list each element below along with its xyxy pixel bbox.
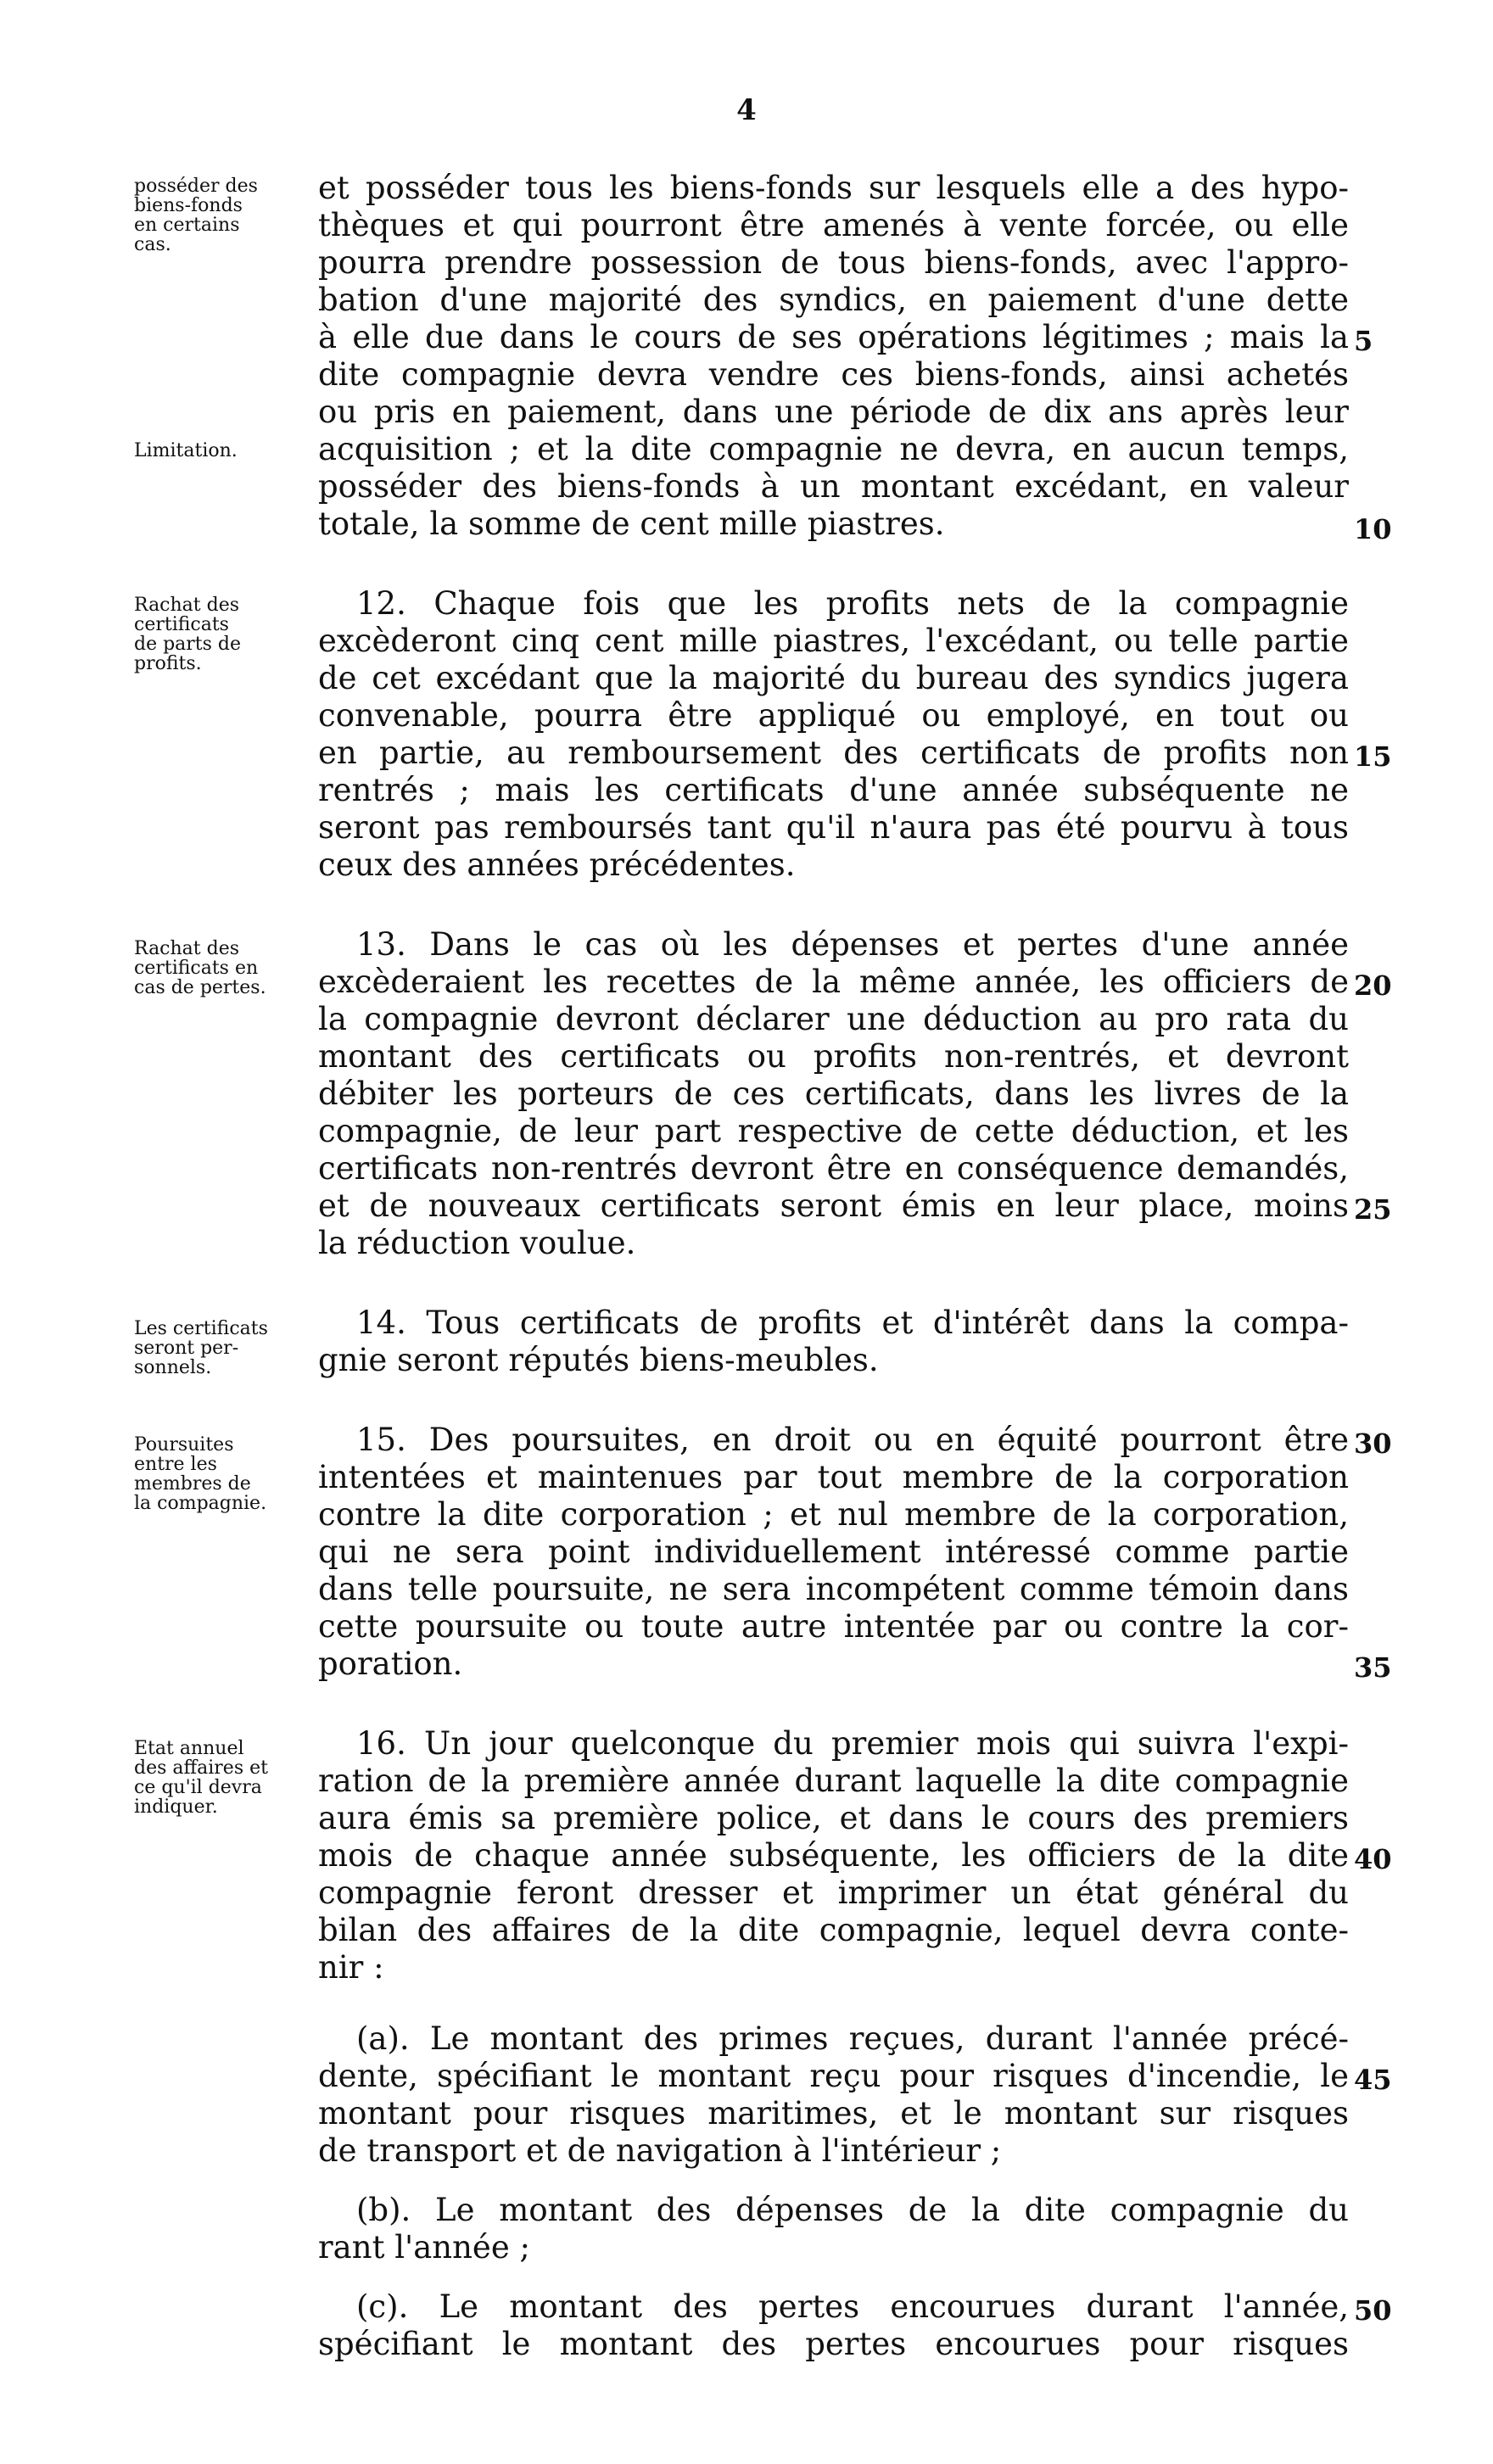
body-line: aura émis sa première police, et dans le cours des premiers [318,1800,1349,1836]
body-line: seront pas remboursés tant qu'il n'aura pas été pourvu à tous [318,809,1349,846]
body-line: rentrés ; mais les certificats d'une année subséquente ne [318,772,1349,808]
margin-note-line: Rachat des [134,938,240,959]
margin-note-line: Poursuites [134,1434,234,1455]
body-line: rant l'année ; [318,2229,530,2266]
body-line: convenable, pourra être appliqué ou employé, en tout ou [318,697,1349,734]
body-line: totale, la somme de cent mille piastres. [318,506,945,542]
body-line: (a). Le montant des primes reçues, durant l'année précé- [356,2020,1349,2057]
page-number: 4 [736,93,757,127]
body-line: bation d'une majorité des syndics, en paiement d'une dette [318,282,1349,318]
body-line: certificats non-rentrés devront être en conséquence demandés, [318,1150,1349,1187]
body-line: de transport et de navigation à l'intérieur ; [318,2132,1002,2169]
margin-note-line: cas de pertes. [134,977,266,998]
body-line: ou pris en paiement, dans une période de dix ans après leur [318,394,1349,430]
body-line: (c). Le montant des pertes encourues durant l'année, [356,2288,1349,2325]
line-number: 10 [1354,513,1392,545]
body-line: en partie, au remboursement des certificats de profits non [318,735,1349,771]
body-line: bilan des affaires de la dite compagnie, lequel devra conte- [318,1912,1349,1948]
body-line: gnie seront réputés biens-meubles. [318,1342,879,1378]
body-line: 12. Chaque fois que les profits nets de la compagnie [356,585,1349,622]
body-line: (b). Le montant des dépenses de la dite compagnie du [356,2192,1349,2228]
body-line: acquisition ; et la dite compagnie ne devra, en aucun temps, [318,431,1349,467]
body-line: thèques et qui pourront être amenés à vente forcée, ou elle [318,207,1349,243]
line-number: 35 [1354,1651,1392,1684]
margin-note-line: seront per- [134,1338,239,1359]
margin-note-line: certificats en [134,958,259,979]
body-line: ration de la première année durant laquelle la dite compagnie [318,1763,1349,1799]
margin-note-poursuites [134,1435,308,1513]
body-line: compagnie feront dresser et imprimer un état général du [318,1875,1349,1911]
body-line: excèderont cinq cent mille piastres, l'excédant, ou telle partie [318,623,1349,659]
body-line: dente, spécifiant le montant reçu pour risques d'incendie, le [318,2058,1349,2094]
body-line: et de nouveaux certificats seront émis en leur place, moins [318,1187,1349,1224]
body-line: intentées et maintenues par tout membre de la corporation [318,1459,1349,1495]
body-line: 14. Tous certificats de profits et d'intérêt dans la compa- [356,1305,1349,1341]
margin-note-line: Les certificats [134,1318,268,1339]
body-line: excèderaient les recettes de la même année, les officiers de [318,964,1349,1000]
body-line: montant des certificats ou profits non-rentrés, et devront [318,1038,1349,1075]
margin-note-line: cas. [134,234,171,255]
margin-note-line: entre les [134,1454,217,1475]
margin-note-line: la compagnie. [134,1493,267,1514]
body-line: la compagnie devront déclarer une déduction au pro rata du [318,1001,1349,1037]
body-line: de cet excédant que la majorité du bureau des syndics jugera [318,660,1349,696]
margin-note-line: indiquer. [134,1796,218,1818]
body-line: dans telle poursuite, ne sera incompétent comme témoin dans [318,1571,1349,1607]
margin-note-posseder [134,176,308,254]
margin-note-line: de parts de [134,634,242,655]
body-line: posséder des biens-fonds à un montant excédant, en valeur [318,468,1349,505]
body-line: nir : [318,1949,384,1986]
margin-note-line: sonnels. [134,1357,212,1378]
body-line: à elle due dans le cours de ses opérations légitimes ; mais la [318,319,1349,355]
margin-note-etat-annuel [134,1739,308,1817]
body-line: 15. Des poursuites, en droit ou en équité pourront être [356,1422,1349,1458]
body-line: dite compagnie devra vendre ces biens-fonds, ainsi achetés [318,356,1349,393]
margin-note-line: ce qu'il devra [134,1777,262,1798]
line-number: 30 [1354,1428,1392,1460]
line-number: 45 [1354,2064,1392,2096]
body-line: contre la dite corporation ; et nul membre de la corporation, [318,1496,1349,1533]
line-number: 5 [1354,325,1373,357]
body-line: mois de chaque année subséquente, les officiers de la dite [318,1837,1349,1874]
margin-note-line: en certains [134,215,240,236]
margin-note-rachat-pertes [134,939,308,997]
body-line: qui ne sera point individuellement intéressé comme partie [318,1534,1349,1570]
body-line: la réduction voulue. [318,1225,636,1261]
line-number: 40 [1354,1843,1392,1875]
line-number: 20 [1354,969,1392,1002]
margin-note-limitation [134,441,308,461]
line-number: 50 [1354,2294,1392,2327]
margin-note-line: biens-fonds [134,195,243,216]
margin-note-line: des affaires et [134,1757,268,1779]
margin-note-line: profits. [134,653,202,674]
body-line: montant pour risques maritimes, et le montant sur risques [318,2095,1349,2132]
body-line: compagnie, de leur part respective de cette déduction, et les [318,1113,1349,1149]
margin-note-line: Rachat des [134,595,240,616]
body-line: cette poursuite ou toute autre intentée par ou contre la cor- [318,1608,1349,1645]
body-line: débiter les porteurs de ces certificats, dans les livres de la [318,1076,1349,1112]
body-line: ceux des années précédentes. [318,846,796,883]
margin-note-certificats-personnels [134,1319,308,1377]
body-line: 13. Dans le cas où les dépenses et pertes d'une année [356,926,1349,963]
body-line: poration. [318,1645,463,1682]
margin-note-line: Etat annuel [134,1738,244,1759]
line-number: 15 [1354,740,1392,773]
body-line: spécifiant le montant des pertes encourues pour risques [318,2326,1349,2362]
margin-note-line: certificats [134,614,229,635]
body-line: pourra prendre possession de tous biens-fonds, avec l'appro- [318,244,1349,281]
margin-note-line: membres de [134,1473,251,1495]
body-line: et posséder tous les biens-fonds sur lesquels elle a des hypo- [318,170,1349,206]
body-line: 16. Un jour quelconque du premier mois qui suivra l'expi- [356,1725,1349,1762]
margin-note-line: posséder des [134,176,258,197]
line-number: 25 [1354,1193,1392,1226]
margin-note-line: Limitation. [134,440,238,461]
margin-note-rachat-profits [134,595,308,673]
